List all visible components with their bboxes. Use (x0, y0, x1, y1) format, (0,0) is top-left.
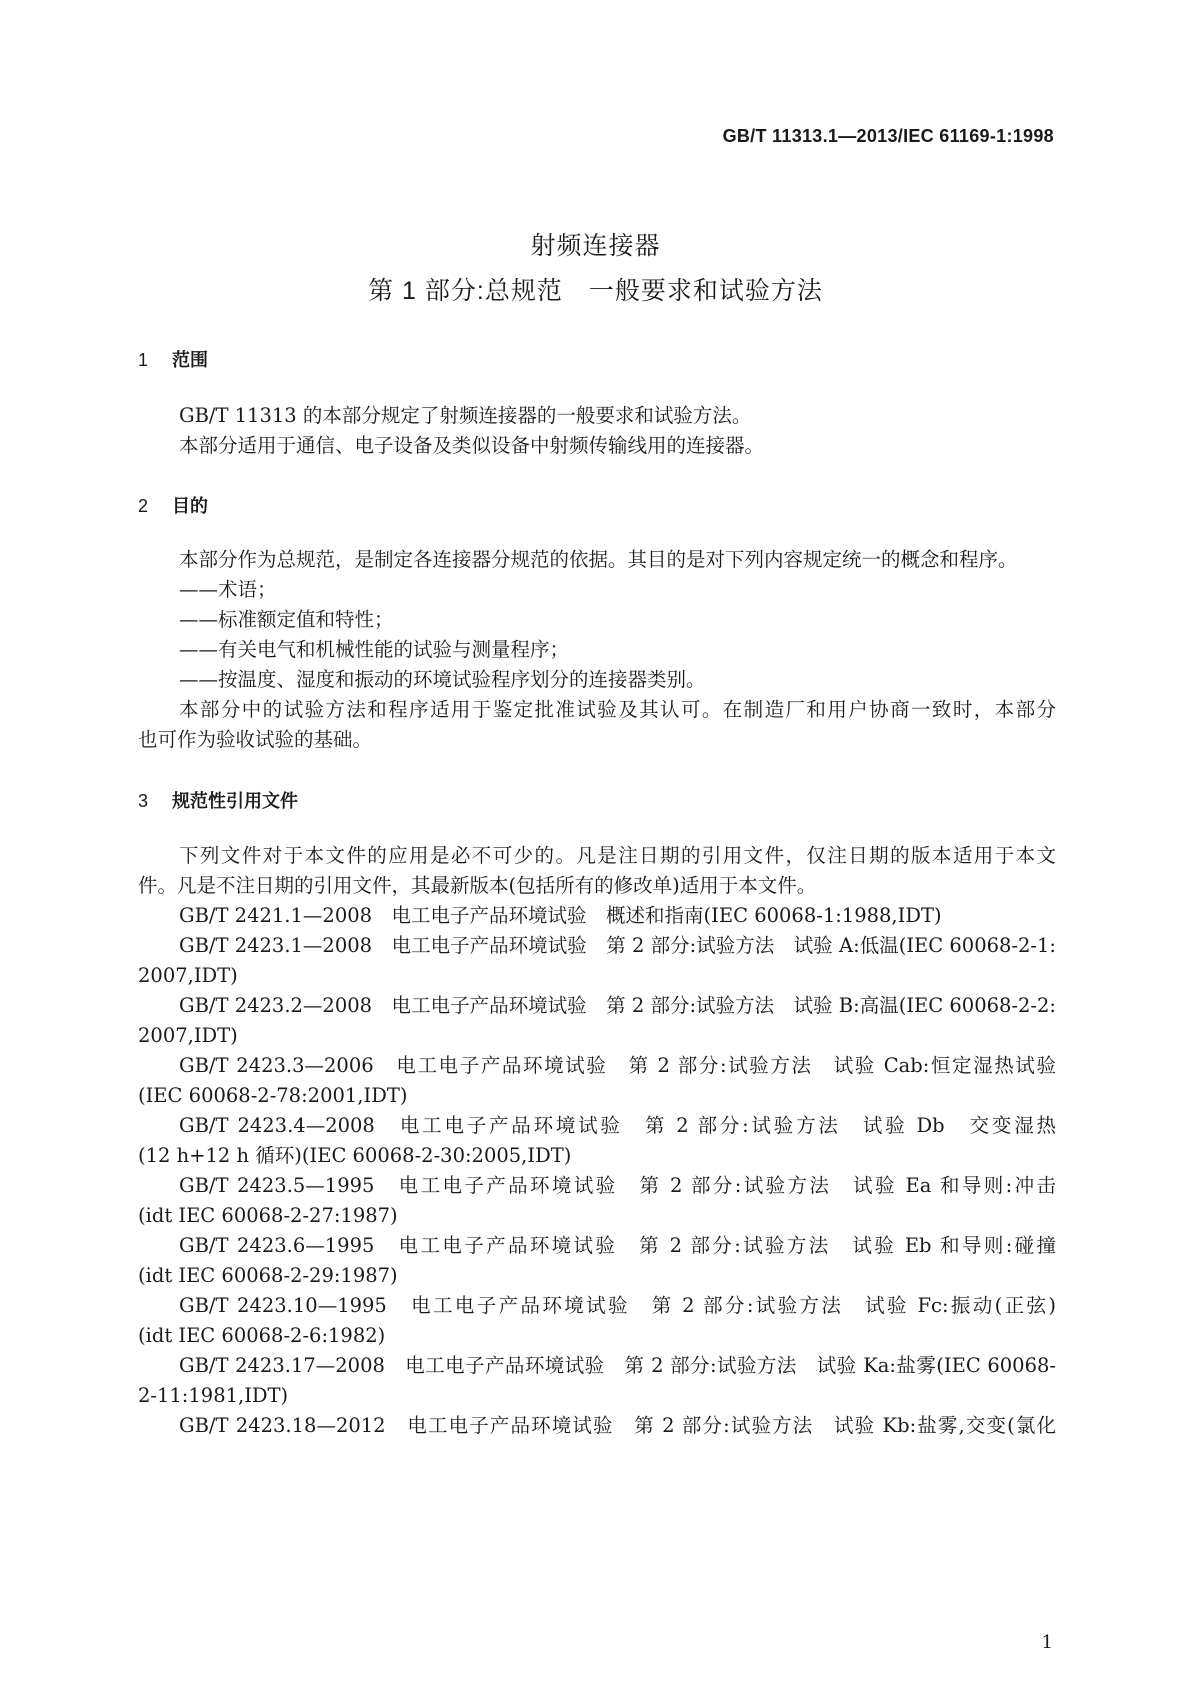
reference-entry-continuation: (12 h+12 h 循环)(IEC 60068-2-30:2005,IDT) (138, 1144, 572, 1167)
reference-entry-continuation: 2-11:1981,IDT) (138, 1384, 289, 1407)
paragraph: 下列文件对于本文件的应用是必不可少的。凡是注日期的引用文件，仅注日期的版本适用于本文 (179, 844, 1056, 867)
reference-entry-continuation: 2007,IDT) (138, 1024, 238, 1047)
section-title: 目的 (172, 496, 208, 516)
section-number: 3 (138, 791, 149, 811)
section-heading-scope (138, 346, 208, 372)
list-item: ——按温度、湿度和振动的环境试验程序划分的连接器类别。 (179, 668, 706, 691)
section-heading-normative-references (138, 787, 298, 813)
list-item: ——标准额定值和特性； (179, 608, 394, 631)
document-subtitle (0, 271, 1191, 307)
subtitle-part: 第 1 部分:总规范 (368, 277, 563, 305)
paragraph-continuation: 件。凡是不注日期的引用文件，其最新版本(包括所有的修改单)适用于本文件。 (138, 874, 817, 897)
list-item: ——有关电气和机械性能的试验与测量程序； (179, 638, 570, 661)
reference-entry: GB/T 2423.1—2008 电工电子产品环境试验 第 2 部分:试验方法 试验 A:低温(IEC 60068-2-1: (179, 934, 1056, 957)
reference-entry: GB/T 2423.2—2008 电工电子产品环境试验 第 2 部分:试验方法 试验 B:高温(IEC 60068-2-2: (179, 994, 1056, 1017)
section-number: 2 (138, 496, 149, 516)
reference-entry: GB/T 2423.18—2012 电工电子产品环境试验 第 2 部分:试验方法 试验 Kb:盐雾,交变(氯化 (179, 1414, 1056, 1437)
reference-entry-continuation: (idt IEC 60068-2-29:1987) (138, 1264, 398, 1287)
document-title: 射频连接器 (530, 232, 661, 260)
reference-entry-continuation: (idt IEC 60068-2-6:1982) (138, 1324, 386, 1347)
paragraph: 本部分适用于通信、电子设备及类似设备中射频传输线用的连接器。 (179, 434, 765, 457)
section-number: 1 (138, 350, 149, 370)
paragraph: 本部分中的试验方法和程序适用于鉴定批准试验及其认可。在制造厂和用户协商一致时，本部分 (179, 698, 1056, 721)
reference-entry: GB/T 2423.3—2006 电工电子产品环境试验 第 2 部分:试验方法 试验 Cab:恒定湿热试验 (179, 1054, 1056, 1077)
paragraph-continuation: 也可作为验收试验的基础。 (138, 728, 373, 751)
reference-entry-continuation: (idt IEC 60068-2-27:1987) (138, 1204, 398, 1227)
reference-entry-continuation: (IEC 60068-2-78:2001,IDT) (138, 1084, 408, 1107)
reference-entry: GB/T 2421.1—2008 电工电子产品环境试验 概述和指南(IEC 60068-1:1988,IDT) (179, 904, 942, 927)
list-item: ——术语； (179, 578, 277, 601)
reference-entry-continuation: 2007,IDT) (138, 964, 238, 987)
reference-entry: GB/T 2423.4—2008 电工电子产品环境试验 第 2 部分:试验方法 试验 Db 交变湿热 (179, 1114, 1056, 1137)
reference-entry: GB/T 2423.6—1995 电工电子产品环境试验 第 2 部分:试验方法 试验 Eb 和导则:碰撞 (179, 1234, 1056, 1257)
subtitle-topic: 一般要求和试验方法 (588, 277, 823, 305)
paragraph: GB/T 11313 的本部分规定了射频连接器的一般要求和试验方法。 (179, 404, 752, 427)
standard-code: GB/T 11313.1—2013/IEC 61169-1:1998 (722, 126, 1054, 146)
page-number: 1 (1041, 1632, 1053, 1653)
section-title: 范围 (172, 350, 208, 370)
paragraph: 本部分作为总规范，是制定各连接器分规范的依据。其目的是对下列内容规定统一的概念和程序。 (179, 548, 1018, 571)
reference-entry: GB/T 2423.5—1995 电工电子产品环境试验 第 2 部分:试验方法 试验 Ea 和导则:冲击 (179, 1174, 1056, 1197)
section-title: 规范性引用文件 (172, 791, 298, 811)
section-heading-purpose (138, 492, 208, 518)
reference-entry: GB/T 2423.10—1995 电工电子产品环境试验 第 2 部分:试验方法 试验 Fc:振动(正弦) (179, 1294, 1056, 1317)
reference-entry: GB/T 2423.17—2008 电工电子产品环境试验 第 2 部分:试验方法 试验 Ka:盐雾(IEC 60068- (179, 1354, 1056, 1377)
